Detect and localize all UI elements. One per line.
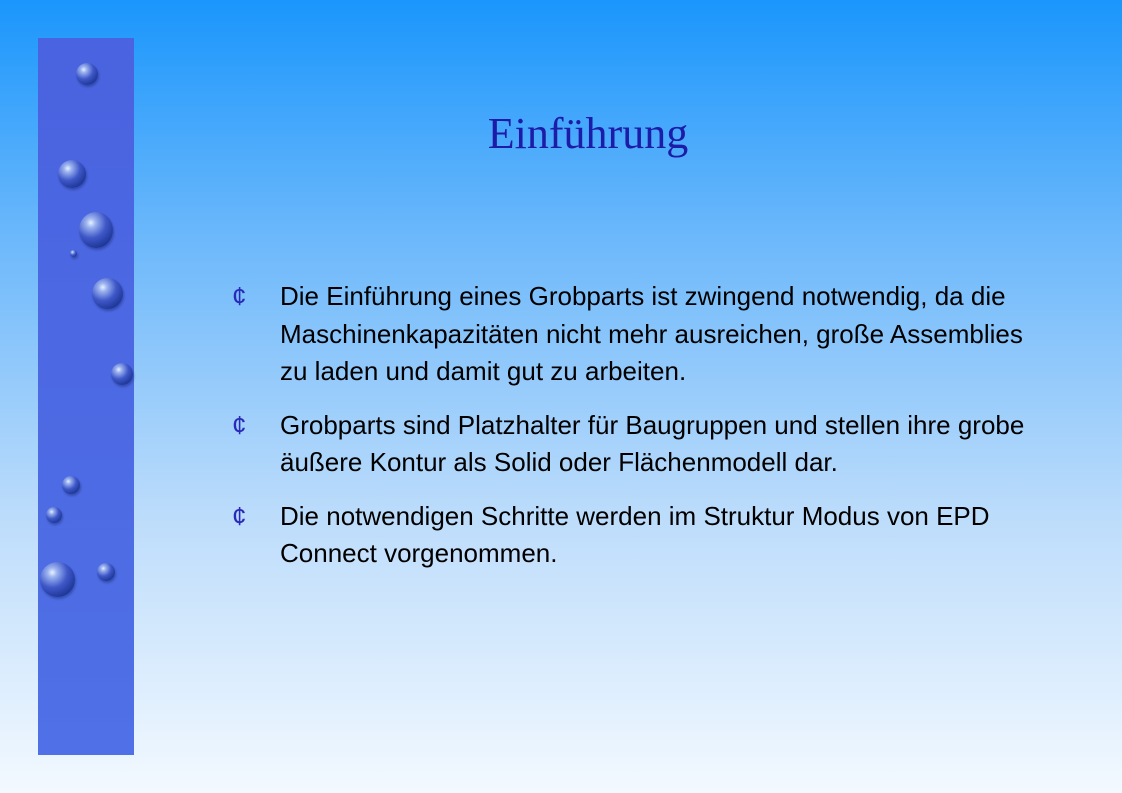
- bubble-decoration: [76, 63, 98, 85]
- bubble-decoration: [70, 250, 77, 257]
- bubble-decoration: [79, 212, 113, 248]
- bullet-marker: ¢: [232, 281, 247, 311]
- bullet-text: Die Einführung eines Grobparts ist zwingend notwendig, da die Maschinenkapazitäten nicht mehr ausreichen, große Assemblies zu laden und damit gut zu arbeiten.: [280, 281, 1023, 386]
- bullet-marker: ¢: [232, 500, 247, 531]
- bubble-decoration: [97, 563, 115, 581]
- bullet-item: [232, 498, 1052, 573]
- bullet-item: [232, 278, 1052, 391]
- bubble-decoration: [46, 507, 62, 523]
- bubble-decoration: [111, 363, 133, 385]
- bullet-text: Grobparts sind Platzhalter für Baugruppen und stellen ihre grobe äußere Kontur als Solid oder Flächenmodell dar.: [280, 409, 1025, 477]
- bubble-decoration: [58, 160, 86, 188]
- bubble-decoration: [62, 476, 80, 494]
- bullet-list: [232, 278, 1052, 589]
- bullet-text: Die notwendigen Schritte werden im Struktur Modus von EPD Connect vorgenommen.: [280, 500, 990, 568]
- bubble-decoration: [92, 278, 123, 309]
- slide-title: Einführung: [487, 109, 689, 158]
- decorative-side-bar: [38, 38, 134, 755]
- bullet-marker: ¢: [232, 409, 247, 440]
- bubble-decoration: [40, 562, 75, 597]
- bullet-item: [232, 407, 1052, 482]
